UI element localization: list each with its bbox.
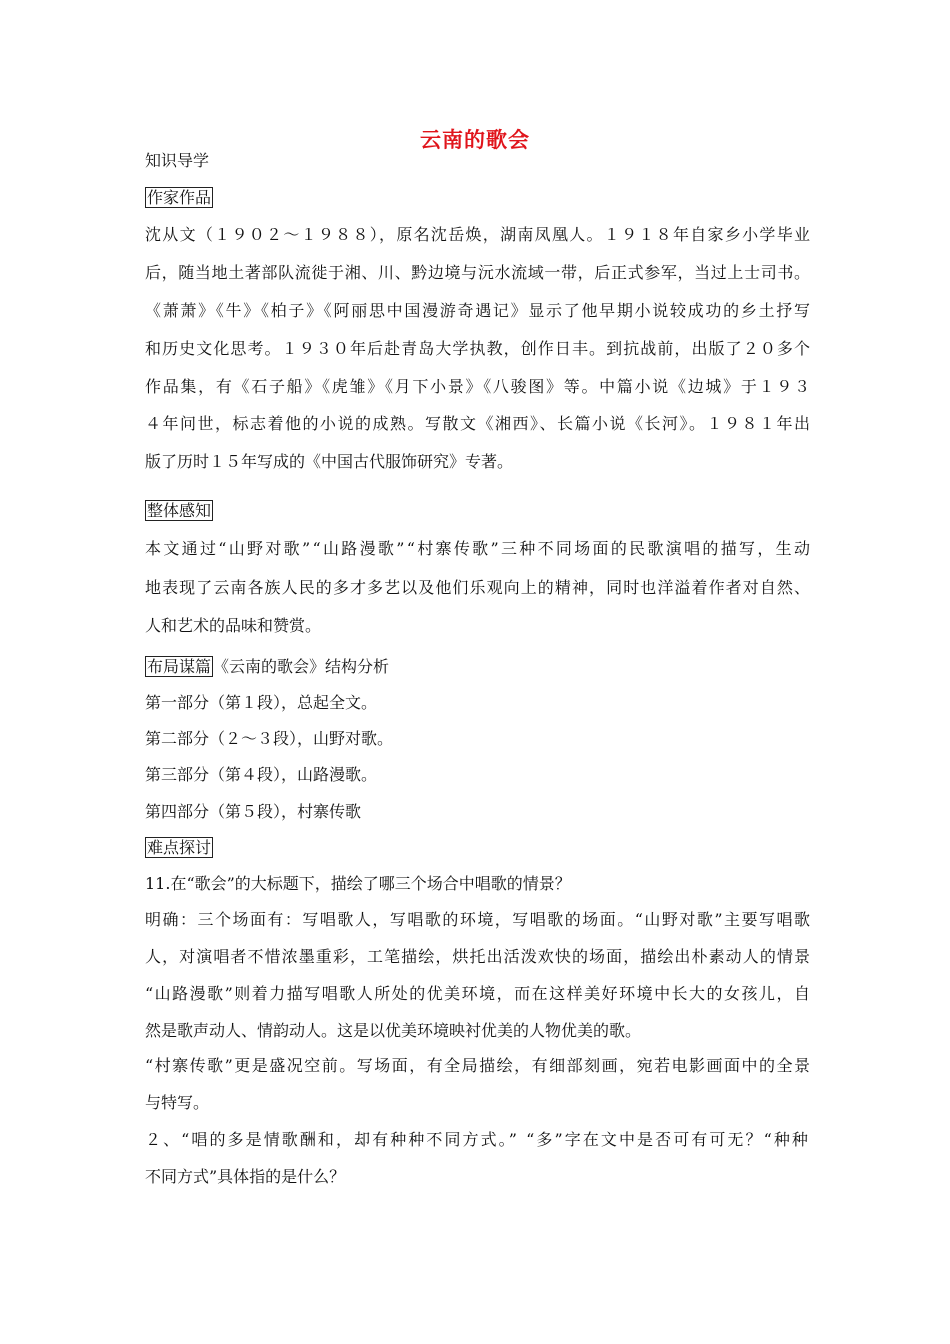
author-works-line: 版了历时１５年写成的《中国古代服饰研究》专著。 <box>145 452 514 471</box>
difficult-line: ２、“唱的多是情歌酬和，却有种种不同方式。” “多”字在文中是否可有可无？“种种 <box>145 1130 810 1149</box>
overall-line: 地表现了云南各族人民的多才多艺以及他们乐观向上的精神，同时也洋溢着作者对自然、 <box>145 578 812 597</box>
difficult-line: 11.在“歌会”的大标题下，描绘了哪三个场合中唱歌的情景？ <box>145 874 571 893</box>
author-works-heading: 作家作品 <box>147 188 212 207</box>
author-works-line: ４年问世，标志着他的小说的成熟。写散文《湘西》、长篇小说《长河》。１９８１年出 <box>145 414 812 433</box>
author-works-line: 和历史文化思考。１９３０年后赴青岛大学执教，创作日丰。到抗战前，出版了２０多个 <box>145 339 812 358</box>
difficult-heading-row <box>145 837 815 859</box>
layout-line: 第四部分（第５段），村寨传歌 <box>145 802 362 821</box>
difficult-line: 然是歌声动人、情韵动人。这是以优美环境映衬优美的人物优美的歌。 <box>145 1021 642 1040</box>
difficult-line: 不同方式”具体指的是什么？ <box>145 1167 346 1186</box>
overall-heading: 整体感知 <box>147 501 212 520</box>
author-works-line: 沈从文（１９０２～１９８８），原名沈岳焕，湖南凤凰人。１９１８年自家乡小学毕业 <box>145 225 812 244</box>
overall-heading-row <box>145 500 815 522</box>
difficult-line: “村寨传歌”更是盛况空前。写场面，有全局描绘，有细部刻画，宛若电影画面中的全景 <box>145 1056 812 1075</box>
overall-line: 本文通过“山野对歌”“山路漫歌”“村寨传歌”三种不同场面的民歌演唱的描写，生动 <box>145 539 813 558</box>
author-works-line: 作品集，有《石子船》《虎雏》《月下小景》《八骏图》等。中篇小说《边城》于１９３ <box>145 377 812 396</box>
author-works-line: 后，随当地土著部队流徙于湘、川、黔边境与沅水流域一带，后正式参军，当过上士司书。 <box>145 263 811 282</box>
layout-heading: 布局谋篇 <box>147 657 212 676</box>
layout-line: 第一部分（第１段），总起全文。 <box>145 693 378 712</box>
difficult-line: 人，对演唱者不惜浓墨重彩，工笔描绘，烘托出活泼欢快的场面，描绘出朴素动人的情景 <box>145 947 812 966</box>
overall-line: 人和艺术的品味和赞赏。 <box>145 616 322 635</box>
difficult-line: 与特写。 <box>145 1093 210 1112</box>
layout-line: 第三部分（第４段），山路漫歌。 <box>145 765 378 784</box>
author-works-heading-row <box>145 187 815 209</box>
section-intro: 知识导学 <box>145 151 210 170</box>
page-title: 云南的歌会 <box>420 128 530 152</box>
difficult-line: 明确：三个场面有：写唱歌人，写唱歌的环境，写唱歌的场面。“山野对歌”主要写唱歌 <box>145 910 812 929</box>
difficult-heading: 难点探讨 <box>147 838 212 857</box>
layout-line: 第二部分（２～３段），山野对歌。 <box>145 729 394 748</box>
layout-heading-row <box>145 656 815 678</box>
author-works-line: 《萧萧》《牛》《柏子》《阿丽思中国漫游奇遇记》显示了他早期小说较成功的乡土抒写 <box>145 301 812 320</box>
layout-heading-suffix: 《云南的歌会》结构分析 <box>213 657 390 676</box>
difficult-line: “山路漫歌”则着力描写唱歌人所处的优美环境，而在这样美好环境中长大的女孩儿，自 <box>145 984 812 1003</box>
